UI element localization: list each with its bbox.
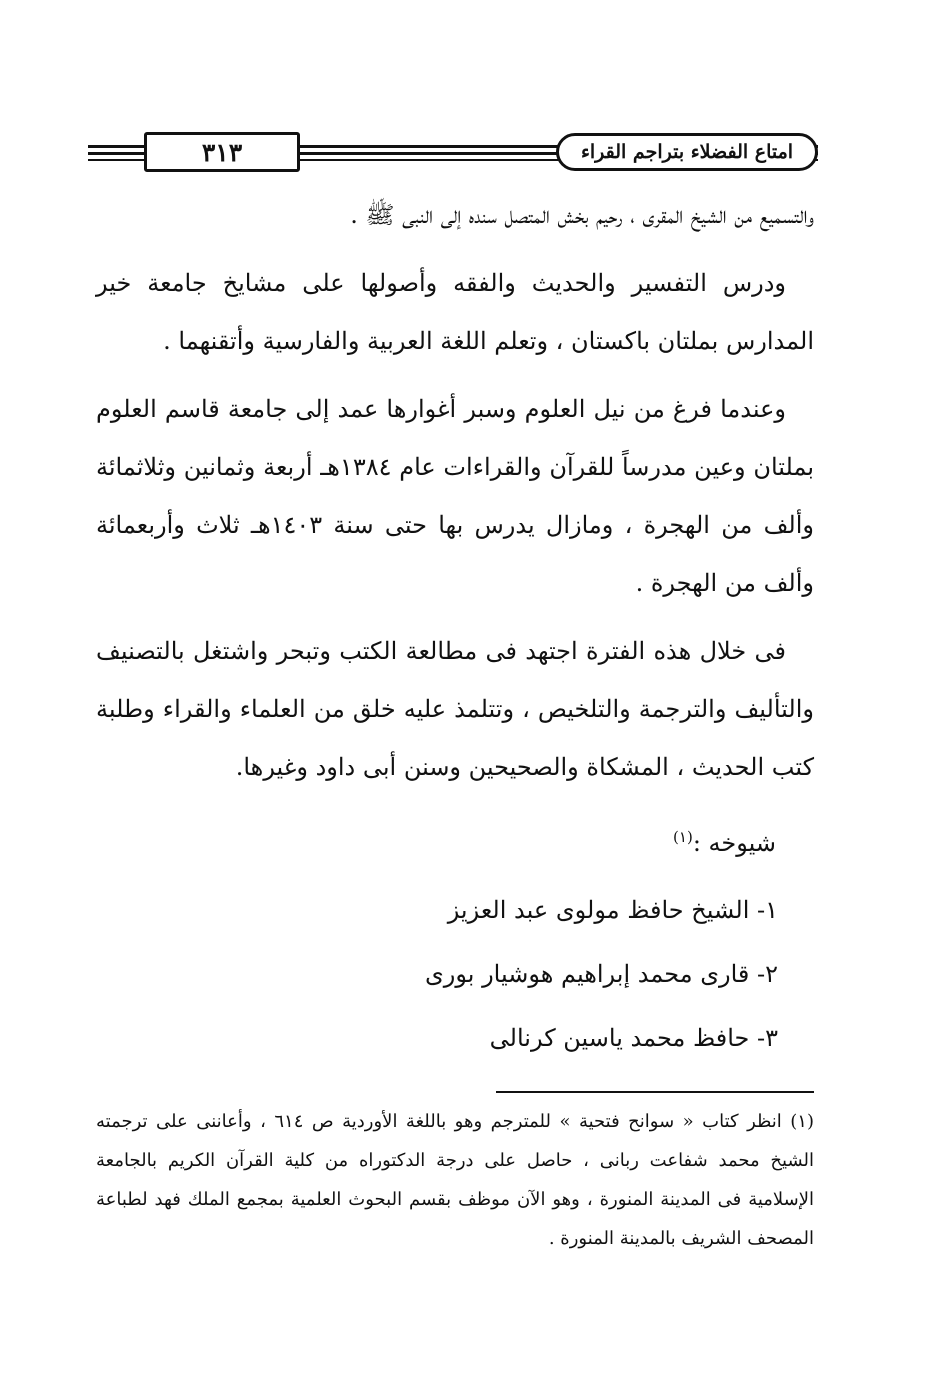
main-text — [96, 186, 814, 1070]
footnote-marker: (١) — [673, 828, 693, 846]
footnote-separator — [496, 1091, 814, 1093]
paragraph: ودرس التفسير والحديث والفقه وأصولها على مشايخ جامعة خير المدارس بملتان باكستان ، وتعلم اللغة العربية والفارسية وأتقنهما . — [96, 269, 814, 355]
list-item: ٣- حافظ محمد ياسين كرنالى — [489, 1024, 778, 1052]
teachers-list — [96, 878, 814, 1070]
paragraph: والتسميع من الشيخ المقرى ، رحيم بخش المتصل سنده إلى النبى ﷺ . — [350, 201, 814, 229]
paragraph: وعندما فرغ من نيل العلوم وسبر أغوارها عمد إلى جامعة قاسم العلوم بملتان وعين مدرساً للقرآن والقراءات عام ١٣٨٤هـ أربعة وثمانين وثلاثمائة وألف من الهجرة ، ومازال يدرس بها حتى سنة ١٤٠٣هـ ثلاث وأربعمائة وألف من الهجرة . — [96, 395, 815, 597]
list-item: ١- الشيخ حافظ مولوى عبد العزيز — [447, 896, 778, 924]
paragraph: فى خلال هذه الفترة اجتهد فى مطالعة الكتب وتبحر واشتغل بالتصنيف والتأليف والترجمة والتلخيص ، وتتلمذ عليه خلق من العلماء والقراء وطلبة كتب الحديث ، المشكاة والصحيحين وسنن أبى داود وغيرها. — [96, 637, 814, 781]
footnote-text: (١) انظر كتاب « سوانح فتحية » للمترجم وهو باللغة الأوردية ص ٦١٤ ، وأعاننى على ترجمته الشيخ محمد شفاعت ربانى ، حاصل على درجة الدكتوراه من كلية القرآن الكريم بالجامعة الإسلامية فى المدينة المنورة ، وهو الآن موظف بقسم البحوث العلمية بمجمع الملك فهد لطباعة المصحف الشريف بالمدينة المنورة . — [96, 1111, 814, 1249]
running-title: امتاع الفضلاء بتراجم القراء — [556, 133, 818, 171]
list-item: ٢- قارى محمد إبراهيم هوشيار بورى — [424, 960, 778, 988]
running-header — [88, 132, 818, 174]
footnote — [96, 1102, 814, 1258]
teachers-heading: شيوخه : — [692, 829, 776, 857]
page-number: ٣١٣ — [144, 132, 300, 172]
teachers-heading-line — [96, 806, 814, 874]
